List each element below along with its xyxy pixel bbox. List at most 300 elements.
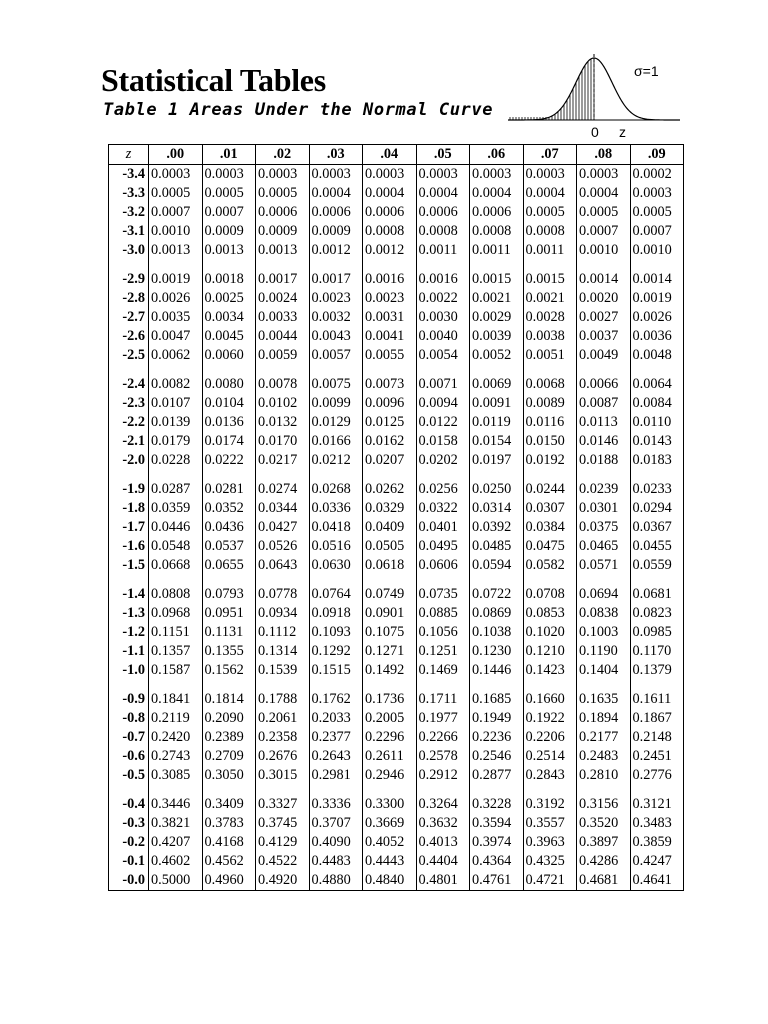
probability-cell: 0.0465: [577, 537, 631, 556]
probability-cell: 0.0096: [363, 394, 417, 413]
spacer-cell: [523, 365, 577, 375]
probability-cell: 0.0735: [416, 585, 470, 604]
probability-cell: 0.3707: [309, 814, 363, 833]
probability-cell: 0.0016: [416, 270, 470, 289]
probability-cell: 0.0287: [149, 480, 203, 499]
probability-cell: 0.0384: [523, 518, 577, 537]
probability-cell: 0.0582: [523, 556, 577, 575]
table-row: [109, 184, 684, 203]
probability-cell: 0.2236: [470, 728, 524, 747]
probability-cell: 0.0104: [202, 394, 256, 413]
z-value-cell: -2.6: [109, 327, 149, 346]
column-header-z: z: [109, 145, 149, 165]
probability-cell: 0.2946: [363, 766, 417, 785]
probability-cell: 0.1736: [363, 690, 417, 709]
table-row: [109, 518, 684, 537]
probability-cell: 0.0039: [470, 327, 524, 346]
probability-cell: 0.0007: [577, 222, 631, 241]
probability-cell: 0.0107: [149, 394, 203, 413]
probability-cell: 0.0057: [309, 346, 363, 365]
probability-cell: 0.0694: [577, 585, 631, 604]
column-header: .04: [363, 145, 417, 165]
probability-cell: 0.0047: [149, 327, 203, 346]
probability-cell: 0.0018: [202, 270, 256, 289]
probability-cell: 0.0015: [470, 270, 524, 289]
probability-cell: 0.0007: [202, 203, 256, 222]
probability-cell: 0.1788: [256, 690, 310, 709]
probability-cell: 0.3050: [202, 766, 256, 785]
column-header: .06: [470, 145, 524, 165]
column-header: .03: [309, 145, 363, 165]
z-value-cell: -2.5: [109, 346, 149, 365]
column-header: .05: [416, 145, 470, 165]
probability-cell: 0.0019: [149, 270, 203, 289]
probability-cell: 0.1314: [256, 642, 310, 661]
probability-cell: 0.2776: [630, 766, 684, 785]
probability-cell: 0.0052: [470, 346, 524, 365]
column-header: .00: [149, 145, 203, 165]
table-row: [109, 852, 684, 871]
table-row: [109, 833, 684, 852]
spacer-cell: [577, 785, 631, 795]
probability-cell: 0.0005: [256, 184, 310, 203]
probability-cell: 0.3669: [363, 814, 417, 833]
z-value-cell: -3.2: [109, 203, 149, 222]
probability-cell: 0.1469: [416, 661, 470, 680]
probability-cell: 0.0006: [416, 203, 470, 222]
z-value-cell: -0.0: [109, 871, 149, 891]
probability-cell: 0.4840: [363, 871, 417, 891]
spacer-cell: [149, 260, 203, 270]
probability-cell: 0.0294: [630, 499, 684, 518]
probability-cell: 0.0329: [363, 499, 417, 518]
page-title: Statistical Tables: [101, 62, 326, 98]
probability-cell: 0.0013: [202, 241, 256, 260]
probability-cell: 0.0749: [363, 585, 417, 604]
spacer-cell: [630, 680, 684, 690]
spacer-cell: [363, 575, 417, 585]
probability-cell: 0.2843: [523, 766, 577, 785]
probability-cell: 0.0150: [523, 432, 577, 451]
probability-cell: 0.1423: [523, 661, 577, 680]
probability-cell: 0.2546: [470, 747, 524, 766]
probability-cell: 0.1562: [202, 661, 256, 680]
probability-cell: 0.3859: [630, 833, 684, 852]
probability-cell: 0.3264: [416, 795, 470, 814]
z-value-cell: -3.1: [109, 222, 149, 241]
probability-cell: 0.0197: [470, 451, 524, 470]
probability-cell: 0.0314: [470, 499, 524, 518]
probability-cell: 0.0262: [363, 480, 417, 499]
probability-cell: 0.2981: [309, 766, 363, 785]
probability-cell: 0.3228: [470, 795, 524, 814]
group-spacer-row: [109, 785, 684, 795]
probability-cell: 0.4681: [577, 871, 631, 891]
spacer-cell: [416, 470, 470, 480]
probability-cell: 0.0174: [202, 432, 256, 451]
probability-cell: 0.2810: [577, 766, 631, 785]
probability-cell: 0.2578: [416, 747, 470, 766]
probability-cell: 0.0446: [149, 518, 203, 537]
probability-cell: 0.4880: [309, 871, 363, 891]
probability-cell: 0.0049: [577, 346, 631, 365]
probability-cell: 0.4207: [149, 833, 203, 852]
z-value-cell: -0.7: [109, 728, 149, 747]
probability-cell: 0.0838: [577, 604, 631, 623]
normal-distribution-table: [108, 144, 684, 891]
probability-cell: 0.0071: [416, 375, 470, 394]
probability-cell: 0.0110: [630, 413, 684, 432]
z-value-cell: -3.4: [109, 165, 149, 185]
probability-cell: 0.0274: [256, 480, 310, 499]
probability-cell: 0.0139: [149, 413, 203, 432]
z-value-cell: -1.4: [109, 585, 149, 604]
table-row: [109, 451, 684, 470]
spacer-cell: [109, 260, 149, 270]
probability-cell: 0.0082: [149, 375, 203, 394]
probability-cell: 0.0344: [256, 499, 310, 518]
probability-cell: 0.0075: [309, 375, 363, 394]
probability-cell: 0.1539: [256, 661, 310, 680]
probability-cell: 0.3327: [256, 795, 310, 814]
probability-cell: 0.0606: [416, 556, 470, 575]
probability-cell: 0.0495: [416, 537, 470, 556]
probability-cell: 0.0526: [256, 537, 310, 556]
spacer-cell: [416, 785, 470, 795]
probability-cell: 0.3963: [523, 833, 577, 852]
probability-cell: 0.0122: [416, 413, 470, 432]
probability-cell: 0.1515: [309, 661, 363, 680]
probability-cell: 0.0015: [523, 270, 577, 289]
probability-cell: 0.0401: [416, 518, 470, 537]
probability-cell: 0.0051: [523, 346, 577, 365]
probability-cell: 0.3121: [630, 795, 684, 814]
probability-cell: 0.0066: [577, 375, 631, 394]
probability-cell: 0.4404: [416, 852, 470, 871]
probability-cell: 0.1762: [309, 690, 363, 709]
spacer-cell: [309, 575, 363, 585]
probability-cell: 0.0119: [470, 413, 524, 432]
probability-cell: 0.3632: [416, 814, 470, 833]
spacer-cell: [256, 575, 310, 585]
probability-cell: 0.1977: [416, 709, 470, 728]
spacer-cell: [523, 785, 577, 795]
probability-cell: 0.1003: [577, 623, 631, 642]
spacer-cell: [630, 470, 684, 480]
probability-cell: 0.0516: [309, 537, 363, 556]
table-row: [109, 604, 684, 623]
probability-cell: 0.0091: [470, 394, 524, 413]
spacer-cell: [577, 260, 631, 270]
sigma-label: σ=1: [634, 63, 659, 79]
probability-cell: 0.0008: [470, 222, 524, 241]
probability-cell: 0.2483: [577, 747, 631, 766]
probability-cell: 0.3336: [309, 795, 363, 814]
z-value-cell: -2.0: [109, 451, 149, 470]
z-value-cell: -1.1: [109, 642, 149, 661]
spacer-cell: [202, 575, 256, 585]
column-header: .08: [577, 145, 631, 165]
spacer-cell: [577, 680, 631, 690]
probability-cell: 0.0055: [363, 346, 417, 365]
probability-cell: 0.1210: [523, 642, 577, 661]
probability-cell: 0.0281: [202, 480, 256, 499]
spacer-cell: [256, 470, 310, 480]
probability-cell: 0.0183: [630, 451, 684, 470]
spacer-cell: [256, 365, 310, 375]
probability-cell: 0.0003: [577, 165, 631, 185]
probability-cell: 0.0002: [630, 165, 684, 185]
probability-cell: 0.0027: [577, 308, 631, 327]
probability-cell: 0.0026: [149, 289, 203, 308]
probability-cell: 0.0040: [416, 327, 470, 346]
probability-cell: 0.0004: [523, 184, 577, 203]
probability-cell: 0.0853: [523, 604, 577, 623]
probability-cell: 0.0455: [630, 537, 684, 556]
probability-cell: 0.0179: [149, 432, 203, 451]
probability-cell: 0.0418: [309, 518, 363, 537]
probability-cell: 0.1685: [470, 690, 524, 709]
table-subtitle: Table 1 Areas Under the Normal Curve: [103, 100, 494, 120]
probability-cell: 0.0146: [577, 432, 631, 451]
probability-cell: 0.0239: [577, 480, 631, 499]
probability-cell: 0.1814: [202, 690, 256, 709]
z-value-cell: -3.0: [109, 241, 149, 260]
probability-cell: 0.2377: [309, 728, 363, 747]
spacer-cell: [149, 365, 203, 375]
probability-cell: 0.0062: [149, 346, 203, 365]
probability-cell: 0.0427: [256, 518, 310, 537]
probability-cell: 0.0102: [256, 394, 310, 413]
probability-cell: 0.0003: [416, 165, 470, 185]
spacer-cell: [202, 680, 256, 690]
probability-cell: 0.1151: [149, 623, 203, 642]
table-row: [109, 499, 684, 518]
spacer-cell: [363, 260, 417, 270]
probability-cell: 0.0154: [470, 432, 524, 451]
probability-cell: 0.0793: [202, 585, 256, 604]
probability-cell: 0.3783: [202, 814, 256, 833]
z-value-cell: -1.5: [109, 556, 149, 575]
probability-cell: 0.1611: [630, 690, 684, 709]
probability-cell: 0.0084: [630, 394, 684, 413]
probability-cell: 0.0038: [523, 327, 577, 346]
probability-cell: 0.0012: [363, 241, 417, 260]
probability-cell: 0.1587: [149, 661, 203, 680]
group-spacer-row: [109, 365, 684, 375]
probability-cell: 0.0099: [309, 394, 363, 413]
probability-cell: 0.0048: [630, 346, 684, 365]
spacer-cell: [109, 470, 149, 480]
table-row: [109, 814, 684, 833]
probability-cell: 0.0014: [630, 270, 684, 289]
spacer-cell: [416, 575, 470, 585]
probability-cell: 0.0020: [577, 289, 631, 308]
probability-cell: 0.2451: [630, 747, 684, 766]
table-row: [109, 642, 684, 661]
spacer-cell: [256, 260, 310, 270]
probability-cell: 0.0901: [363, 604, 417, 623]
probability-cell: 0.0045: [202, 327, 256, 346]
spacer-cell: [256, 680, 310, 690]
probability-cell: 0.0571: [577, 556, 631, 575]
probability-cell: 0.3483: [630, 814, 684, 833]
probability-cell: 0.0113: [577, 413, 631, 432]
spacer-cell: [202, 785, 256, 795]
z-value-cell: -1.8: [109, 499, 149, 518]
spacer-cell: [309, 470, 363, 480]
probability-cell: 0.2514: [523, 747, 577, 766]
probability-cell: 0.0352: [202, 499, 256, 518]
probability-cell: 0.1093: [309, 623, 363, 642]
table-row: [109, 394, 684, 413]
probability-cell: 0.4325: [523, 852, 577, 871]
probability-cell: 0.0011: [416, 241, 470, 260]
probability-cell: 0.2266: [416, 728, 470, 747]
spacer-cell: [363, 785, 417, 795]
probability-cell: 0.0005: [202, 184, 256, 203]
spacer-cell: [470, 260, 524, 270]
probability-cell: 0.0244: [523, 480, 577, 499]
z-value-cell: -0.1: [109, 852, 149, 871]
table-row: [109, 241, 684, 260]
probability-cell: 0.0559: [630, 556, 684, 575]
probability-cell: 0.1355: [202, 642, 256, 661]
probability-cell: 0.0013: [256, 241, 310, 260]
probability-cell: 0.3085: [149, 766, 203, 785]
probability-cell: 0.5000: [149, 871, 203, 891]
z-value-cell: -2.1: [109, 432, 149, 451]
spacer-cell: [149, 680, 203, 690]
probability-cell: 0.0021: [470, 289, 524, 308]
spacer-cell: [149, 575, 203, 585]
z-value-cell: -1.9: [109, 480, 149, 499]
probability-cell: 0.0643: [256, 556, 310, 575]
spacer-cell: [309, 365, 363, 375]
table-row: [109, 585, 684, 604]
probability-cell: 0.2119: [149, 709, 203, 728]
spacer-cell: [363, 365, 417, 375]
probability-cell: 0.0008: [363, 222, 417, 241]
probability-cell: 0.2177: [577, 728, 631, 747]
probability-cell: 0.0250: [470, 480, 524, 499]
probability-cell: 0.0087: [577, 394, 631, 413]
z-value-cell: -1.3: [109, 604, 149, 623]
probability-cell: 0.0618: [363, 556, 417, 575]
probability-cell: 0.0537: [202, 537, 256, 556]
probability-cell: 0.0023: [309, 289, 363, 308]
spacer-cell: [470, 785, 524, 795]
spacer-cell: [523, 470, 577, 480]
probability-cell: 0.3015: [256, 766, 310, 785]
probability-cell: 0.2148: [630, 728, 684, 747]
probability-cell: 0.4761: [470, 871, 524, 891]
probability-cell: 0.4483: [309, 852, 363, 871]
probability-cell: 0.0024: [256, 289, 310, 308]
probability-cell: 0.2005: [363, 709, 417, 728]
probability-cell: 0.0031: [363, 308, 417, 327]
table-row: [109, 690, 684, 709]
spacer-cell: [523, 575, 577, 585]
probability-cell: 0.0116: [523, 413, 577, 432]
probability-cell: 0.1190: [577, 642, 631, 661]
probability-cell: 0.0968: [149, 604, 203, 623]
probability-cell: 0.0233: [630, 480, 684, 499]
probability-cell: 0.0823: [630, 604, 684, 623]
probability-cell: 0.0043: [309, 327, 363, 346]
z-value-cell: -0.6: [109, 747, 149, 766]
probability-cell: 0.0005: [577, 203, 631, 222]
spacer-cell: [470, 680, 524, 690]
probability-cell: 0.0885: [416, 604, 470, 623]
probability-cell: 0.1446: [470, 661, 524, 680]
z-value-cell: -2.4: [109, 375, 149, 394]
probability-cell: 0.4641: [630, 871, 684, 891]
probability-cell: 0.0009: [256, 222, 310, 241]
probability-cell: 0.4013: [416, 833, 470, 852]
spacer-cell: [630, 260, 684, 270]
probability-cell: 0.0918: [309, 604, 363, 623]
group-spacer-row: [109, 260, 684, 270]
probability-cell: 0.0003: [256, 165, 310, 185]
table-row: [109, 537, 684, 556]
probability-cell: 0.0004: [309, 184, 363, 203]
probability-cell: 0.0505: [363, 537, 417, 556]
table-row: [109, 270, 684, 289]
spacer-cell: [470, 470, 524, 480]
z-value-cell: -3.3: [109, 184, 149, 203]
probability-cell: 0.0375: [577, 518, 631, 537]
probability-cell: 0.0188: [577, 451, 631, 470]
spacer-cell: [470, 365, 524, 375]
probability-cell: 0.0005: [149, 184, 203, 203]
probability-cell: 0.1711: [416, 690, 470, 709]
table-row: [109, 480, 684, 499]
spacer-cell: [256, 785, 310, 795]
probability-cell: 0.0132: [256, 413, 310, 432]
probability-cell: 0.0222: [202, 451, 256, 470]
probability-cell: 0.1660: [523, 690, 577, 709]
probability-cell: 0.0006: [363, 203, 417, 222]
probability-cell: 0.0392: [470, 518, 524, 537]
probability-cell: 0.0021: [523, 289, 577, 308]
probability-cell: 0.0268: [309, 480, 363, 499]
probability-cell: 0.1056: [416, 623, 470, 642]
probability-cell: 0.2611: [363, 747, 417, 766]
probability-cell: 0.0068: [523, 375, 577, 394]
spacer-cell: [523, 260, 577, 270]
probability-cell: 0.0668: [149, 556, 203, 575]
probability-cell: 0.4443: [363, 852, 417, 871]
probability-cell: 0.3446: [149, 795, 203, 814]
group-spacer-row: [109, 575, 684, 585]
spacer-cell: [630, 785, 684, 795]
z-value-cell: -2.2: [109, 413, 149, 432]
probability-cell: 0.0008: [416, 222, 470, 241]
table-row: [109, 308, 684, 327]
table-row: [109, 375, 684, 394]
table-row: [109, 728, 684, 747]
z-value-cell: -2.7: [109, 308, 149, 327]
z-value-cell: -0.3: [109, 814, 149, 833]
probability-cell: 0.0003: [309, 165, 363, 185]
spacer-cell: [149, 785, 203, 795]
z-value-cell: -1.0: [109, 661, 149, 680]
probability-cell: 0.0307: [523, 499, 577, 518]
probability-cell: 0.2709: [202, 747, 256, 766]
probability-cell: 0.0681: [630, 585, 684, 604]
probability-cell: 0.0017: [309, 270, 363, 289]
